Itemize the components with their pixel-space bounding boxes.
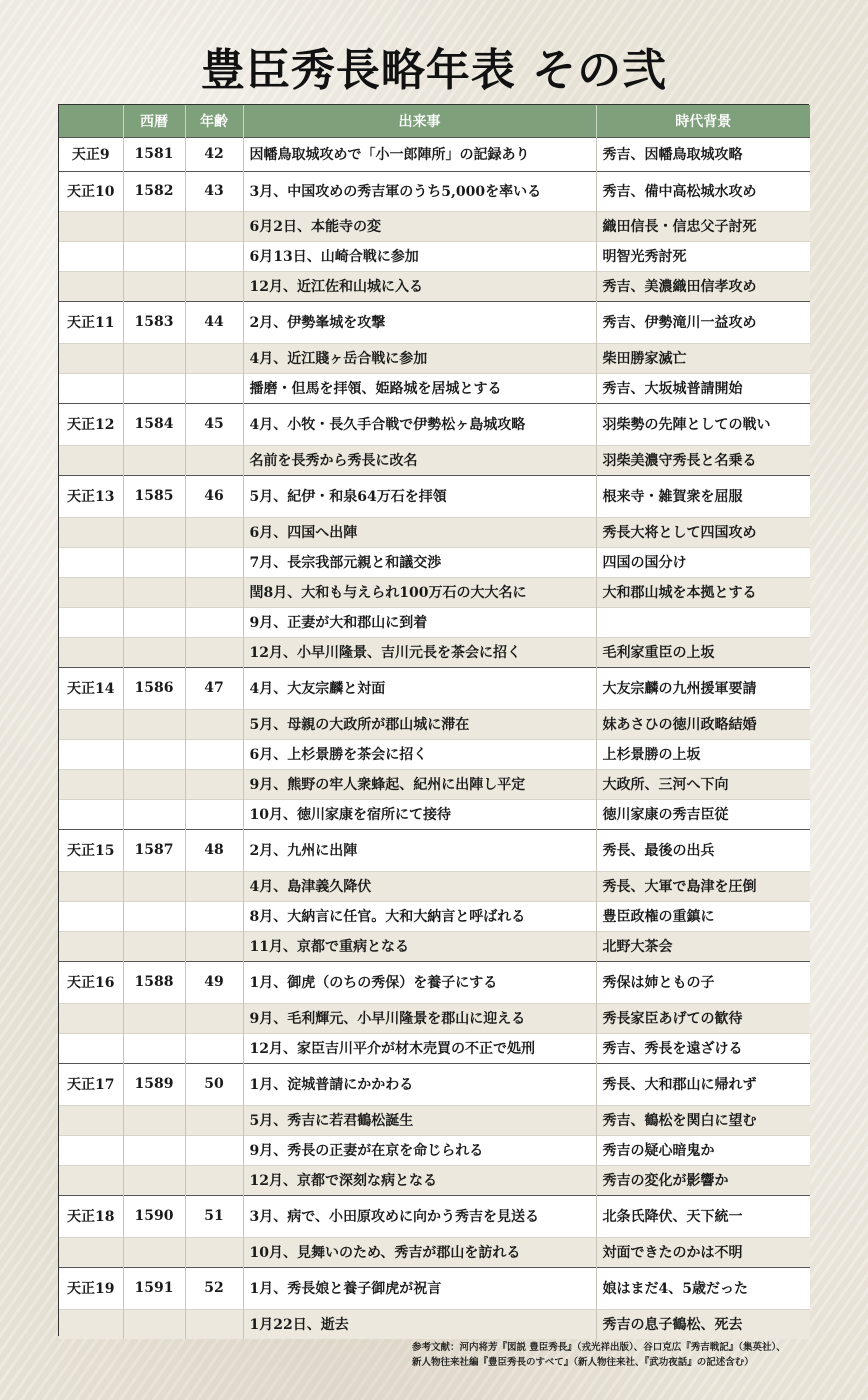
cell-background: 秀吉、伊勢滝川一益攻め [596,301,810,343]
table-row [59,1003,810,1033]
cell-age: 46 [185,475,243,517]
cell-event: 播磨・但馬を拝領、姫路城を居城とする [243,373,596,403]
header-event: 出来事 [243,105,596,137]
cell-age [185,577,243,607]
cell-event: 6月、四国へ出陣 [243,517,596,547]
cell-era [59,871,123,901]
cell-background: 秀長、大和郡山に帰れず [596,1063,810,1105]
table-row [59,1309,810,1339]
cell-event: 4月、島津義久降伏 [243,871,596,901]
cell-background: 徳川家康の秀吉臣従 [596,799,810,829]
cell-age [185,607,243,637]
cell-era [59,1003,123,1033]
cell-event: 閏8月、大和も与えられ100万石の大大名に [243,577,596,607]
cell-era [59,1105,123,1135]
table-row [59,1165,810,1195]
references-line-2: 新人物往来社編『豊臣秀長のすべて』（新人物往来社、『武功夜話』の記述含む） [412,1357,754,1368]
cell-ad [123,343,185,373]
cell-age [185,241,243,271]
table-row [59,1267,810,1309]
references [412,1340,852,1370]
table-row [59,517,810,547]
cell-era: 天正11 [59,301,123,343]
cell-event: 4月、小牧・長久手合戦で伊勢松ヶ島城攻略 [243,403,596,445]
cell-ad [123,1165,185,1195]
cell-age [185,871,243,901]
cell-background: 秀吉、秀長を遠ざける [596,1033,810,1063]
cell-background: 対面できたのかは不明 [596,1237,810,1267]
header-background: 時代背景 [596,105,810,137]
cell-background: 娘はまだ4、5歳だった [596,1267,810,1309]
table-row [59,1195,810,1237]
cell-age [185,1135,243,1165]
cell-background: 秀長家臣あげての歓待 [596,1003,810,1033]
cell-era [59,373,123,403]
cell-background [596,607,810,637]
cell-age [185,1237,243,1267]
cell-background: 大和郡山城を本拠とする [596,577,810,607]
cell-era [59,271,123,301]
table-row [59,1135,810,1165]
cell-ad [123,1135,185,1165]
cell-event: 1月、秀長娘と養子御虎が祝言 [243,1267,596,1309]
cell-age: 42 [185,137,243,171]
cell-age: 44 [185,301,243,343]
cell-event: 3月、中国攻めの秀吉軍のうち5,000を率いる [243,171,596,211]
cell-ad: 1582 [123,171,185,211]
cell-era [59,517,123,547]
table-row [59,1105,810,1135]
cell-age [185,709,243,739]
cell-event: 4月、大友宗麟と対面 [243,667,596,709]
cell-era: 天正17 [59,1063,123,1105]
cell-age: 48 [185,829,243,871]
cell-background: 妹あさひの徳川政略結婚 [596,709,810,739]
table-row [59,1033,810,1063]
cell-age [185,445,243,475]
cell-background: 秀吉の息子鶴松、死去 [596,1309,810,1339]
cell-age [185,1105,243,1135]
cell-event: 9月、秀長の正妻が在京を命じられる [243,1135,596,1165]
table-row [59,241,810,271]
page-title: 豊臣秀長略年表 その弐 [200,45,668,96]
cell-event: 名前を長秀から秀長に改名 [243,445,596,475]
cell-era [59,901,123,931]
cell-ad [123,1033,185,1063]
cell-age [185,739,243,769]
cell-event: 1月22日、逝去 [243,1309,596,1339]
cell-era: 天正14 [59,667,123,709]
cell-era: 天正13 [59,475,123,517]
cell-era: 天正15 [59,829,123,871]
cell-ad [123,445,185,475]
cell-era [59,343,123,373]
table-row [59,137,810,171]
cell-event: 9月、熊野の牢人衆蜂起、紀州に出陣し平定 [243,769,596,799]
table-row [59,871,810,901]
table-row [59,373,810,403]
cell-event: 4月、近江賤ヶ岳合戦に参加 [243,343,596,373]
cell-era: 天正16 [59,961,123,1003]
cell-background: 根来寺・雑賀衆を屈服 [596,475,810,517]
cell-ad [123,799,185,829]
cell-event: 9月、正妻が大和郡山に到着 [243,607,596,637]
cell-age [185,1033,243,1063]
cell-background: 毛利家重臣の上坂 [596,637,810,667]
cell-event: 5月、母親の大政所が郡山城に滞在 [243,709,596,739]
references-line-1: 参考文献：河内将芳『図説 豊臣秀長』（戎光祥出版）、谷口克広『秀吉戦記』（集英社）、 [412,1342,786,1353]
cell-ad [123,1309,185,1339]
cell-era [59,445,123,475]
cell-age: 52 [185,1267,243,1309]
cell-era [59,799,123,829]
cell-event: 5月、秀吉に若君鶴松誕生 [243,1105,596,1135]
cell-background: 秀長、大軍で島津を圧倒 [596,871,810,901]
cell-event: 12月、家臣吉川平介が材木売買の不正で処刑 [243,1033,596,1063]
cell-background: 秀吉の変化が影響か [596,1165,810,1195]
cell-ad [123,211,185,241]
cell-ad [123,769,185,799]
cell-ad: 1585 [123,475,185,517]
cell-era [59,1309,123,1339]
cell-age: 47 [185,667,243,709]
cell-ad [123,607,185,637]
table-row [59,961,810,1003]
cell-era [59,769,123,799]
cell-event: 1月、淀城普請にかかわる [243,1063,596,1105]
cell-ad [123,373,185,403]
table-row [59,403,810,445]
cell-era: 天正9 [59,137,123,171]
table-row [59,171,810,211]
cell-event: 10月、見舞いのため、秀吉が郡山を訪れる [243,1237,596,1267]
cell-era [59,1033,123,1063]
cell-ad [123,547,185,577]
cell-era [59,1135,123,1165]
cell-ad: 1581 [123,137,185,171]
cell-ad [123,1105,185,1135]
cell-age [185,211,243,241]
table-row [59,343,810,373]
cell-event: 3月、病で、小田原攻めに向かう秀吉を見送る [243,1195,596,1237]
cell-era [59,547,123,577]
cell-ad [123,901,185,931]
cell-event: 12月、京都で深刻な病となる [243,1165,596,1195]
table-row [59,667,810,709]
cell-age [185,901,243,931]
cell-age [185,1165,243,1195]
cell-ad: 1584 [123,403,185,445]
table-row [59,211,810,241]
cell-background: 上杉景勝の上坂 [596,739,810,769]
cell-event: 6月13日、山崎合戦に参加 [243,241,596,271]
cell-background: 柴田勝家滅亡 [596,343,810,373]
cell-ad [123,1003,185,1033]
table-row [59,271,810,301]
cell-background: 秀長大将として四国攻め [596,517,810,547]
table-row [59,769,810,799]
cell-era [59,577,123,607]
table-row [59,901,810,931]
cell-event: 2月、九州に出陣 [243,829,596,871]
cell-background: 秀吉、備中高松城水攻め [596,171,810,211]
cell-age [185,769,243,799]
cell-age [185,637,243,667]
cell-age: 43 [185,171,243,211]
cell-background: 豊臣政権の重鎮に [596,901,810,931]
cell-age: 49 [185,961,243,1003]
cell-background: 秀長、最後の出兵 [596,829,810,871]
cell-era: 天正12 [59,403,123,445]
cell-background: 明智光秀討死 [596,241,810,271]
cell-era [59,709,123,739]
table-row [59,1237,810,1267]
cell-age [185,373,243,403]
table-row [59,577,810,607]
table-header-row [59,105,810,137]
cell-background: 北野大茶会 [596,931,810,961]
cell-age [185,343,243,373]
header-era [59,105,123,137]
cell-age [185,799,243,829]
cell-background: 大政所、三河へ下向 [596,769,810,799]
cell-era [59,637,123,667]
table-row [59,829,810,871]
header-age: 年齢 [185,105,243,137]
cell-background: 秀吉、大坂城普請開始 [596,373,810,403]
cell-era [59,607,123,637]
cell-event: 2月、伊勢峯城を攻撃 [243,301,596,343]
cell-event: 6月、上杉景勝を茶会に招く [243,739,596,769]
cell-era [59,739,123,769]
cell-background: 秀吉の疑心暗鬼か [596,1135,810,1165]
cell-event: 11月、京都で重病となる [243,931,596,961]
cell-era: 天正10 [59,171,123,211]
cell-ad: 1590 [123,1195,185,1237]
table-row [59,799,810,829]
cell-age [185,517,243,547]
cell-background: 秀吉、因幡鳥取城攻略 [596,137,810,171]
cell-ad [123,931,185,961]
cell-ad [123,241,185,271]
cell-era [59,241,123,271]
table-row [59,637,810,667]
cell-ad [123,577,185,607]
cell-event: 5月、紀伊・和泉64万石を拝領 [243,475,596,517]
cell-background: 羽柴勢の先陣としての戦い [596,403,810,445]
cell-ad: 1586 [123,667,185,709]
cell-age: 45 [185,403,243,445]
table-body [59,137,810,1339]
cell-ad: 1588 [123,961,185,1003]
cell-era [59,1237,123,1267]
cell-age: 51 [185,1195,243,1237]
table-row [59,931,810,961]
cell-event: 因幡鳥取城攻めで「小一郎陣所」の記録あり [243,137,596,171]
cell-age [185,1003,243,1033]
cell-ad [123,739,185,769]
cell-ad: 1589 [123,1063,185,1105]
cell-event: 9月、毛利輝元、小早川隆景を郡山に迎える [243,1003,596,1033]
table-row [59,607,810,637]
cell-era [59,931,123,961]
cell-ad: 1591 [123,1267,185,1309]
chronology-table [58,104,809,1336]
cell-background: 秀保は姉ともの子 [596,961,810,1003]
cell-age [185,547,243,577]
cell-background: 羽柴美濃守秀長と名乗る [596,445,810,475]
table-row [59,547,810,577]
header-ad: 西暦 [123,105,185,137]
cell-era [59,211,123,241]
table-row [59,445,810,475]
cell-age [185,931,243,961]
table-row [59,1063,810,1105]
cell-background: 大友宗麟の九州援軍要請 [596,667,810,709]
cell-age: 50 [185,1063,243,1105]
cell-event: 6月2日、本能寺の変 [243,211,596,241]
cell-era: 天正19 [59,1267,123,1309]
cell-background: 四国の国分け [596,547,810,577]
cell-ad [123,1237,185,1267]
cell-era [59,1165,123,1195]
table-row [59,475,810,517]
cell-era: 天正18 [59,1195,123,1237]
table-row [59,739,810,769]
cell-background: 秀吉、美濃織田信孝攻め [596,271,810,301]
cell-ad: 1587 [123,829,185,871]
cell-event: 7月、長宗我部元親と和議交渉 [243,547,596,577]
cell-background: 北条氏降伏、天下統一 [596,1195,810,1237]
cell-event: 10月、徳川家康を宿所にて接待 [243,799,596,829]
cell-event: 1月、御虎（のちの秀保）を養子にする [243,961,596,1003]
cell-background: 秀吉、鶴松を関白に望む [596,1105,810,1135]
cell-age [185,1309,243,1339]
cell-age [185,271,243,301]
cell-ad [123,271,185,301]
table-row [59,709,810,739]
table-row [59,301,810,343]
cell-ad [123,517,185,547]
cell-event: 12月、小早川隆景、吉川元長を茶会に招く [243,637,596,667]
cell-background: 織田信長・信忠父子討死 [596,211,810,241]
cell-ad [123,871,185,901]
cell-event: 12月、近江佐和山城に入る [243,271,596,301]
cell-event: 8月、大納言に任官。大和大納言と呼ばれる [243,901,596,931]
cell-ad [123,637,185,667]
cell-ad [123,709,185,739]
cell-ad: 1583 [123,301,185,343]
